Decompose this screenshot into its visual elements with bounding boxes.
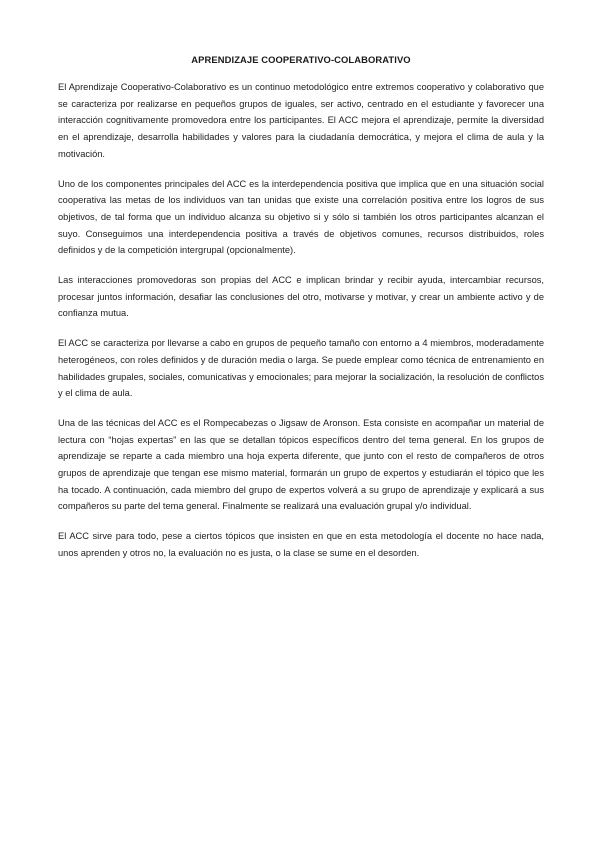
- paragraph-jigsaw: Una de las técnicas del ACC es el Rompecabezas o Jigsaw de Aronson. Esta consiste en acompañar un material de lectura con “hojas expertas” en las que se detallan tópicos específicos dentro del tema general. En los grupos de aprendizaje se reparte a cada miembro una hoja experta diferente, que junto con el resto de compañeros de otros grupos de aprendizaje que tengan ese mismo material, formarán un grupo de expertos y estudiarán el tópico que les ha tocado. A continuación, cada miembro del grupo de expertos volverá a su grupo de aprendizaje y explicará a sus compañeros su parte del tema general. Finalmente se realizará una evaluación grupal y/o individual.: [58, 417, 544, 512]
- document-page: [58, 54, 544, 575]
- paragraph-interdependence: Uno de los componentes principales del ACC es la interdependencia positiva que implica que en una situación social cooperativa las metas de los individuos van tan unidas que existe una correlación positiva entre los logros de sus objetivos, de tal forma que un individuo alcanza su objetivo si y sólo si también los otros participantes alcanzan el suyo. Conseguimos una interdependencia positiva a través de objetivos comunes, recursos distribuidos, roles definidos y de la competición intergrupal (opcionalmente).: [58, 178, 544, 256]
- paragraph-conclusion: El ACC sirve para todo, pese a ciertos tópicos que insisten en que en esta metodología el docente no hace nada, unos aprenden y otros no, la evaluación no es justa, o la clase se sume en el desorden.: [58, 531, 544, 558]
- paragraph-definition: El Aprendizaje Cooperativo-Colaborativo es un continuo metodológico entre extremos cooperativo y colaborativo que se caracteriza por realizarse en pequeños grupos de iguales, ser activo, centrado en el estudiante y favorecer una interacción cognitivamente promovedora entre los participantes. El ACC mejora el aprendizaje, permite la diversidad en el aprendizaje, desarrolla habilidades y valores para la ciudadanía democrática, y mejora el clima de aula y la motivación.: [58, 82, 544, 159]
- paragraph-groups: El ACC se caracteriza por llevarse a cabo en grupos de pequeño tamaño con entorno a 4 miembros, moderadamente heterogéneos, con roles definidos y de duración media o larga. Se puede emplear como técnica de entrenamiento en habilidades grupales, sociales, comunicativas y emocionales; para mejorar la socialización, la resolución de conflictos y el clima de aula.: [58, 338, 544, 399]
- document-title: APRENDIZAJE COOPERATIVO-COLABORATIVO: [191, 54, 411, 65]
- paragraph-interactions: Las interacciones promovedoras son propias del ACC e implican brindar y recibir ayuda, intercambiar recursos, procesar juntos información, desafiar las conclusiones del otro, motivarse y motivar, y crear un ambiente activo y de confianza mutua.: [58, 275, 544, 319]
